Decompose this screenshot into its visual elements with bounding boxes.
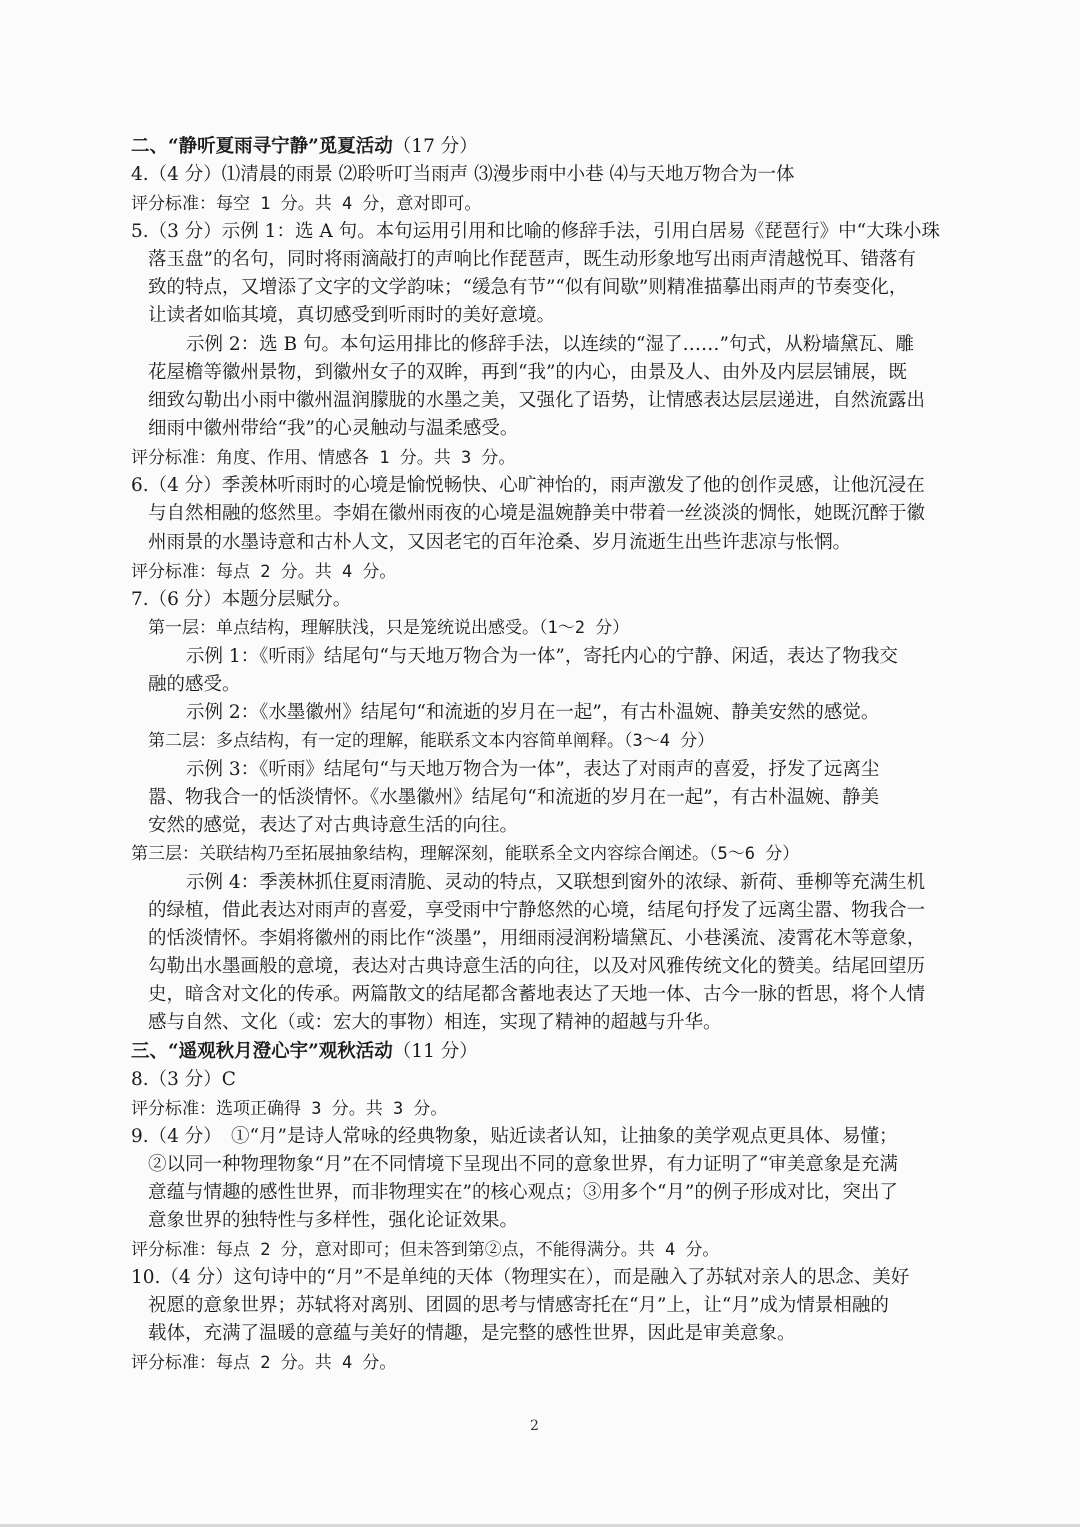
answer-line: 勾勒出水墨画般的意境，表达对古典诗意生活的向往，以及对风雅传统文化的赞美。结尾回望历 [148, 956, 926, 977]
section-points: （17 分） [392, 136, 478, 157]
answer-line: 7.（6 分）本题分层赋分。 [131, 589, 352, 610]
answer-line: 嚣、物我合一的恬淡情怀。《水墨徽州》结尾句“和流逝的岁月在一起”，有古朴温婉、静美 [148, 787, 880, 808]
answer-line: 细雨中徽州带给“我”的心灵触动与温柔感受。 [148, 418, 519, 439]
answer-line: 的绿植，借此表达对雨声的喜爱，享受雨中宁静悠然的心境，结尾句抒发了远离尘嚣、物我合一 [148, 900, 926, 921]
answer-line: 感与自然、文化（或：宏大的事物）相连，实现了精神的超越与升华。 [148, 1012, 722, 1033]
section-heading-summer [131, 133, 478, 161]
section-points: （11 分） [392, 1041, 478, 1062]
scoring-criteria: 评分标准：角度、作用、情感各 1 分。共 3 分。 [131, 448, 516, 468]
answer-line: 致的特点，又增添了文字的文学韵味；“缓急有节”“似有间歇”则精准描摹出雨声的节奏变化， [148, 277, 908, 298]
page-number: 2 [530, 1418, 539, 1434]
answer-line: 意蕴与情趣的感性世界，而非物理实在”的核心观点；③用多个“月”的例子形成对比，突出了 [148, 1182, 898, 1203]
level-heading: 第二层：多点结构，有一定的理解，能联系文本内容简单阐释。（3～4 分） [148, 731, 715, 751]
section-title: 三、“遥观秋月澄心宇”观秋活动 [131, 1041, 393, 1062]
answer-line: 10.（4 分）这句诗中的“月”不是单纯的天体（物理实在），而是融入了苏轼对亲人的思念、美好 [131, 1267, 910, 1288]
answer-line: 示例 3：《听雨》结尾句“与天地万物合为一体”，表达了对雨声的喜爱，抒发了远离尘 [186, 759, 880, 780]
answer-line: 示例 4：季羡林抓住夏雨清脆、灵动的特点，又联想到窗外的浓绿、新荷、垂柳等充满生机 [186, 872, 926, 893]
answer-line: 载体，充满了温暖的意蕴与美好的情趣，是完整的感性世界，因此是审美意象。 [148, 1323, 796, 1344]
answer-line: 示例 2：《水墨徽州》结尾句“和流逝的岁月在一起”，有古朴温婉、静美安然的感觉。 [186, 702, 880, 723]
scoring-criteria: 评分标准：每点 2 分，意对即可；但未答到第②点，不能得满分。共 4 分。 [131, 1240, 720, 1260]
answer-line: 与自然相融的悠然里。李娟在徽州雨夜的心境是温婉静美中带着一丝淡淡的惆怅，她既沉醉于徽 [148, 503, 926, 524]
section-heading-autumn [131, 1038, 478, 1066]
answer-line: 5.（3 分）示例 1：选 A 句。本句运用引用和比喻的修辞手法，引用白居易《琵琶行》中“大珠小珠 [131, 221, 941, 242]
answer-line: 8.（3 分）C [131, 1069, 236, 1090]
answer-line: 4.（4 分）⑴清晨的雨景 ⑵聆听叮当雨声 ⑶漫步雨中小巷 ⑷与天地万物合为一体 [131, 164, 795, 185]
answer-line: 安然的感觉，表达了对古典诗意生活的向往。 [148, 815, 519, 836]
scoring-criteria: 评分标准：每点 2 分。共 4 分。 [131, 562, 397, 582]
answer-line: 落玉盘”的名句，同时将雨滴敲打的声响比作琵琶声，既生动形象地写出雨声清越悦耳、错落有 [148, 249, 916, 270]
level-heading: 第一层：单点结构，理解肤浅，只是笼统说出感受。（1～2 分） [148, 618, 630, 638]
level-heading: 第三层：关联结构乃至拓展抽象结构，理解深刻，能联系全文内容综合阐述。（5～6 分） [131, 844, 800, 864]
answer-line: 州雨景的水墨诗意和古朴人文，又因老宅的百年沧桑、岁月流逝生出些许悲凉与怅惘。 [148, 532, 852, 553]
answer-line: 意象世界的独特性与多样性，强化论证效果。 [148, 1210, 519, 1231]
answer-line: 示例 2：选 B 句。本句运用排比的修辞手法，以连续的“湿了……”句式，从粉墙黛瓦、雕 [186, 334, 914, 355]
answer-line: ②以同一种物理物象“月”在不同情境下呈现出不同的意象世界，有力证明了“审美意象是充满 [148, 1154, 898, 1175]
answer-line: 让读者如临其境，真切感受到听雨时的美好意境。 [148, 305, 556, 326]
answer-line: 祝愿的意象世界；苏轼将对离别、团圆的思考与情感寄托在“月”上，让“月”成为情景相融的 [148, 1295, 889, 1316]
scoring-criteria: 评分标准：每点 2 分。共 4 分。 [131, 1353, 397, 1373]
scoring-criteria: 评分标准：选项正确得 3 分。共 3 分。 [131, 1099, 448, 1119]
answer-line: 的恬淡情怀。李娟将徽州的雨比作“淡墨”，用细雨浸润粉墙黛瓦、小巷溪流、凌霄花木等意象， [148, 928, 926, 949]
section-title: 二、“静听夏雨寻宁静”觅夏活动 [131, 136, 393, 157]
answer-line: 6.（4 分）季羡林听雨时的心境是愉悦畅快、心旷神怡的，雨声激发了他的创作灵感，让他沉浸在 [131, 475, 925, 496]
answer-line: 花屋檐等徽州景物，到徽州女子的双眸，再到“我”的内心，由景及人、由外及内层层铺展，既 [148, 362, 907, 383]
scoring-criteria: 评分标准：每空 1 分。共 4 分，意对即可。 [131, 194, 482, 214]
answer-line: 融的感受。 [148, 674, 241, 695]
answer-line: 史，暗含对文化的传承。两篇散文的结尾都含蓄地表达了天地一体、古今一脉的哲思，将个人情 [148, 984, 926, 1005]
answer-line: 9.（4 分） ①“月”是诗人常咏的经典物象，贴近读者认知，让抽象的美学观点更具体、易懂； [131, 1126, 898, 1147]
answer-line: 示例 1：《听雨》结尾句“与天地万物合为一体”，寄托内心的宁静、闲适，表达了物我交 [186, 646, 898, 667]
answer-line: 细致勾勒出小雨中徽州温润朦胧的水墨之美，又强化了语势，让情感表达层层递进，自然流露出 [148, 390, 926, 411]
